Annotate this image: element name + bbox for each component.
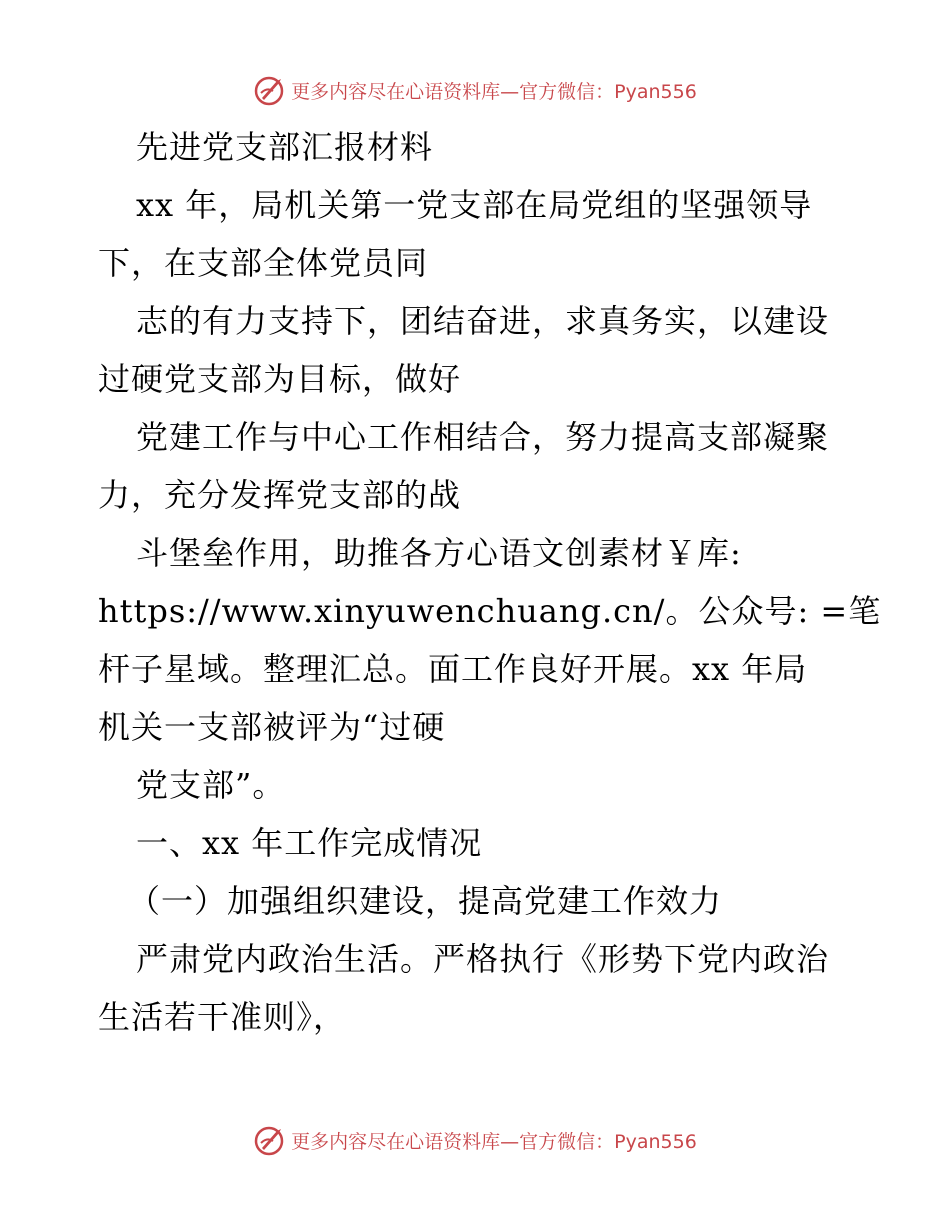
paragraph-line: 力，充分发挥党支部的战	[98, 476, 462, 514]
paragraph-line: 党建工作与中心工作相结合，努力提高支部凝聚	[136, 418, 830, 456]
paragraph-line: https://www.xinyuwenchuang.cn/。公众号: =笔	[98, 592, 882, 630]
paragraph-line: 杆子星域。整理汇总。面工作良好开展。xx 年局	[98, 650, 808, 688]
paragraph-line: 下，在支部全体党员同	[98, 244, 429, 282]
paragraph-line: 生活若干准则》，	[98, 998, 347, 1036]
paragraph-line: 斗堡垒作用，助推各方心语文创素材￥库:	[136, 534, 742, 572]
quill-logo-icon	[253, 1123, 287, 1157]
watermark-text: 更多内容尽在心语资料库—官方微信：Pyan556	[291, 1130, 697, 1153]
paragraph-line: 过硬党支部为目标，做好	[98, 360, 462, 398]
quill-logo-icon	[253, 73, 287, 107]
paragraph-line: xx 年，局机关第一党支部在局党组的坚强领导	[136, 186, 813, 224]
subsection-heading: （一）加强组织建设，提高党建工作效力	[128, 882, 723, 920]
watermark-text: 更多内容尽在心语资料库—官方微信：Pyan556	[291, 80, 697, 103]
paragraph-line: 严肃党内政治生活。严格执行《形势下党内政治	[136, 940, 830, 978]
document-title: 先进党支部汇报材料	[136, 128, 434, 166]
paragraph-line: 党支部”。	[136, 766, 286, 804]
paragraph-line: 志的有力支持下，团结奋进，求真务实，以建设	[136, 302, 830, 340]
document-body	[98, 118, 882, 1046]
section-heading: 一、xx 年工作完成情况	[136, 824, 483, 862]
footer-watermark	[0, 1120, 950, 1160]
header-watermark	[0, 70, 950, 110]
paragraph-line: 机关一支部被评为“过硬	[98, 708, 446, 746]
